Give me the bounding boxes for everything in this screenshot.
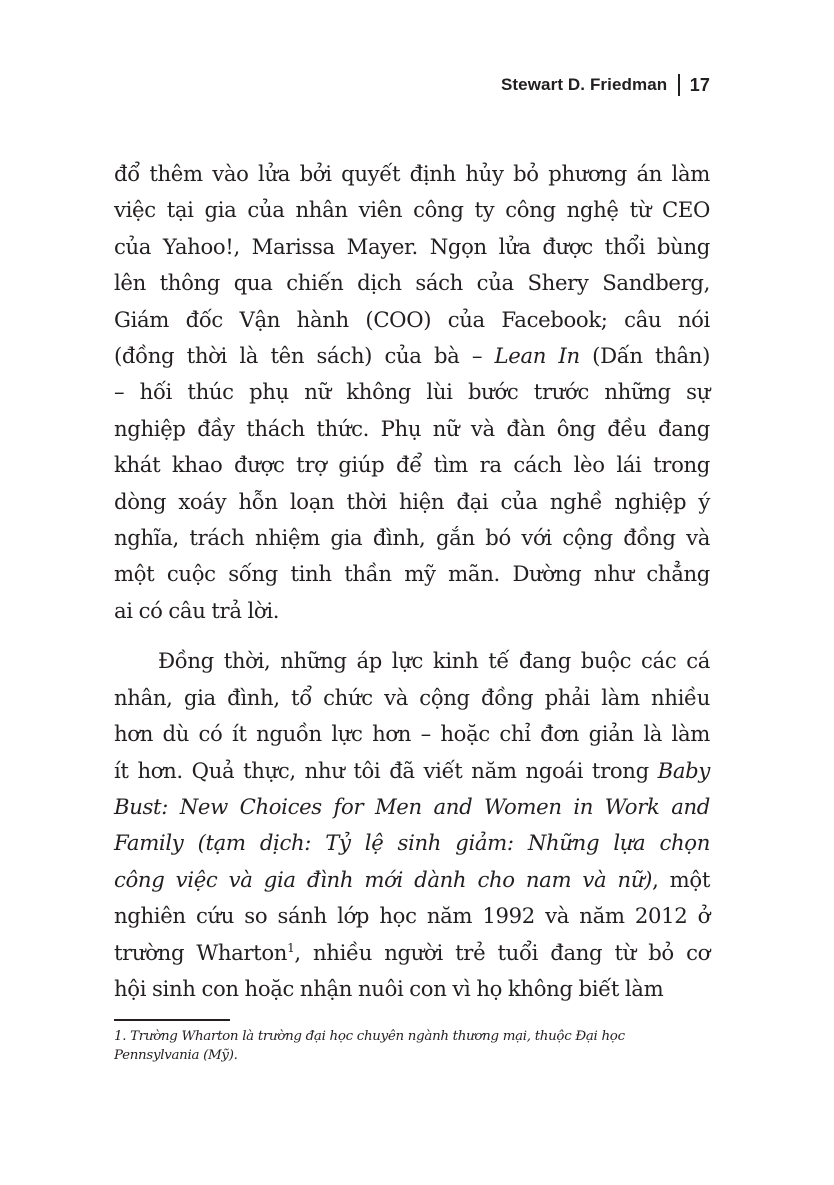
paragraph [114,643,710,1007]
text-line [114,520,710,556]
text-run: lên thông qua chiến dịch sách của Shery Sandberg, [114,270,710,296]
text-line [114,302,710,338]
author-name: Stewart D. Friedman [500,75,668,94]
paragraph-gap [114,629,710,643]
text-line [114,753,710,789]
text-run: hơn dù có ít nguồn lực hơn – hoặc chỉ đơn giản là làm [114,721,710,747]
text-line [114,643,710,679]
paragraph [114,156,710,629]
footnote-line: Pennsylvania (Mỹ). [114,1048,238,1063]
text-line [114,229,710,265]
text-run: Đồng thời, những áp lực kinh tế đang buộc các cá [158,648,710,674]
text-run: nhân, gia đình, tổ chức và cộng đồng phải làm nhiều [114,684,710,710]
text-run: – hối thúc phụ nữ không lùi bước trước những sự [114,379,710,405]
text-run: khát khao được trợ giúp để tìm ra cách lèo lái trong [114,452,710,478]
text-run: dòng xoáy hỗn loạn thời hiện đại của nghề nghiệp ý [114,488,710,514]
text-run: , nhiều người trẻ tuổi đang từ bỏ cơ [294,939,711,965]
text-line [114,265,710,301]
text-run: nghiên cứu so sánh lớp học năm 1992 và năm 2012 ở [114,903,710,929]
text-line [114,156,710,192]
text-run: việc tại gia của nhân viên công ty công nghệ từ CEO [114,197,710,223]
text-run: (đồng thời là tên sách) của bà – [114,343,495,369]
footnote-line: 1. Trường Wharton là trường đại học chuyên ngành thương mại, thuộc Đại học [114,1029,625,1044]
text-line [114,680,710,716]
text-line [114,971,710,1007]
text-line [114,898,710,934]
text-line [114,825,710,861]
italic-text: Lean In [494,343,580,369]
footnote [114,1027,714,1065]
text-run: nghiệp đầy thách thức. Phụ nữ và đàn ông đều đang [114,415,710,441]
text-run: Giám đốc Vận hành (COO) của Facebook; câu nói [114,306,710,332]
text-line [114,192,710,228]
text-line [114,556,710,592]
text-run: ít hơn. Quả thực, như tôi đã viết năm ngoái trong [114,757,658,783]
text-line [114,935,710,971]
text-run: đổ thêm vào lửa bởi quyết định hủy bỏ phương án làm [114,161,710,186]
footnote-rule [114,1019,230,1021]
text-line [114,411,710,447]
footnote-ref: 1 [287,940,295,955]
running-header [501,74,710,96]
text-run: hội sinh con hoặc nhận nuôi con vì họ không biết làm [114,975,664,1001]
page-number: 17 [689,74,710,95]
text-run: nghĩa, trách nhiệm gia đình, gắn bó với cộng đồng và [114,525,710,551]
text-line [114,374,710,410]
italic-text: công việc và gia đình mới dành cho nam và nữ) [114,866,653,892]
text-run: (Dấn thân) [579,343,711,369]
text-run: một cuộc sống tinh thần mỹ mãn. Dường như chẳng [114,561,710,587]
text-line [114,338,710,374]
text-line [114,716,710,752]
text-run: trường Wharton [114,939,288,965]
text-line [114,593,710,629]
italic-text: Family (tạm dịch: Tỷ lệ sinh giảm: Những lựa chọn [114,830,710,856]
text-run: của Yahoo!, Marissa Mayer. Ngọn lửa được thổi bùng [114,233,710,259]
italic-text: Bust: New Choices for Men and Women in Work and [114,793,710,819]
text-run: , một [652,866,710,892]
text-line [114,789,710,825]
body-text [114,156,710,1007]
text-line [114,862,710,898]
text-run: ai có câu trả lời. [114,597,280,623]
italic-text: Baby [657,757,710,783]
text-line [114,447,710,483]
header-divider [678,74,680,96]
text-line [114,484,710,520]
